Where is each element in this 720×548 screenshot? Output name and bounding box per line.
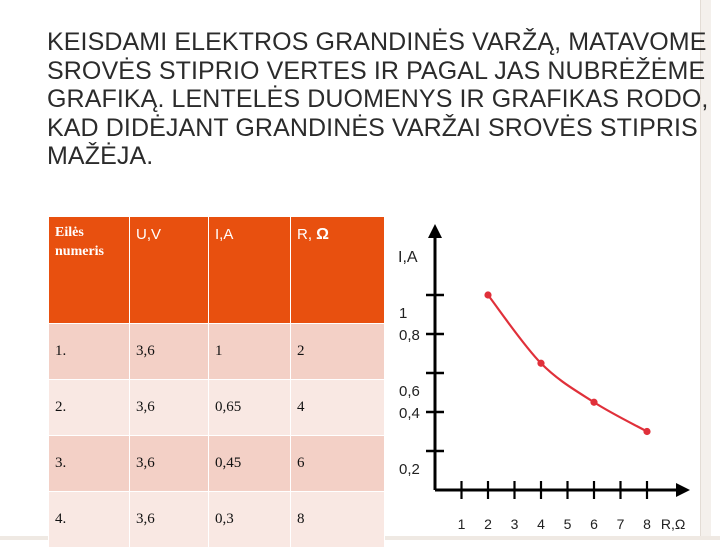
- table-cell: 0,65: [209, 380, 291, 436]
- table-cell: 1.: [49, 324, 130, 380]
- slide-heading: KEISDAMI ELEKTROS GRANDINĖS VARŽĄ, MATAVOME SROVĖS STIPRIO VERTES IR PAGAL JAS NUBRĖŽĖME GRAFIKĄ. LENTELĖS DUOMENYS IR GRAFIKAS RODO, KAD DIDĖJANT GRANDINĖS VARŽAI SROVĖS STIPRIS MAŽĖJA.: [47, 28, 709, 170]
- y-tick-label: 1: [399, 305, 408, 322]
- x-tick-label: 5: [563, 516, 572, 532]
- table-row: [49, 436, 385, 492]
- data-point: [484, 291, 491, 298]
- header-resistance-label: R,: [297, 226, 312, 243]
- y-tick-label: 0,4: [399, 405, 420, 422]
- data-series-line: [488, 295, 647, 432]
- data-point: [643, 428, 650, 435]
- header-row-number: [49, 217, 130, 324]
- data-table: [48, 216, 385, 548]
- x-tick-label: 7: [616, 516, 625, 532]
- header-resistance: [291, 217, 385, 324]
- y-tick-label: 0,6: [399, 383, 420, 400]
- table-header-row: [49, 217, 385, 324]
- header-current: I,A: [209, 217, 291, 324]
- y-axis-arrow: [428, 224, 442, 238]
- table-row: [49, 380, 385, 436]
- table-cell: 3,6: [130, 492, 209, 548]
- x-tick-label: 2: [484, 516, 492, 532]
- x-tick-label: 6: [590, 516, 598, 532]
- table-cell: 0,3: [209, 492, 291, 548]
- table-row: [49, 324, 385, 380]
- data-point: [537, 360, 544, 367]
- x-tick-label: 1: [457, 516, 466, 532]
- table-cell: 4: [291, 380, 385, 436]
- x-tick-label: 8: [643, 516, 651, 532]
- x-axis-arrow: [676, 483, 690, 497]
- table-cell: 3,6: [130, 436, 209, 492]
- x-tick-label: 3: [510, 516, 519, 532]
- y-axis-label: I,A: [398, 249, 418, 266]
- header-resistance-unit: Ω: [316, 226, 329, 243]
- table-cell: 8: [291, 492, 385, 548]
- x-axis-label: R,Ω: [660, 516, 686, 532]
- y-tick-label: 0,8: [399, 327, 420, 344]
- table-cell: 4.: [49, 492, 130, 548]
- table-cell: 2: [291, 324, 385, 380]
- header-row-number-line1: Eilės: [55, 225, 84, 240]
- y-tick-label: 0,2: [399, 461, 420, 478]
- header-voltage: U,V: [130, 217, 209, 324]
- table-cell: 3,6: [130, 380, 209, 436]
- table-cell: 6: [291, 436, 385, 492]
- x-tick-label: 4: [537, 516, 545, 532]
- data-point: [590, 399, 597, 406]
- table-cell: 1: [209, 324, 291, 380]
- table-row: [49, 492, 385, 548]
- table-cell: 3.: [49, 436, 130, 492]
- table-cell: 2.: [49, 380, 130, 436]
- header-row-number-line2: numeris: [55, 244, 104, 259]
- table-cell: 3,6: [130, 324, 209, 380]
- current-vs-resistance-chart: [390, 214, 696, 536]
- table-cell: 0,45: [209, 436, 291, 492]
